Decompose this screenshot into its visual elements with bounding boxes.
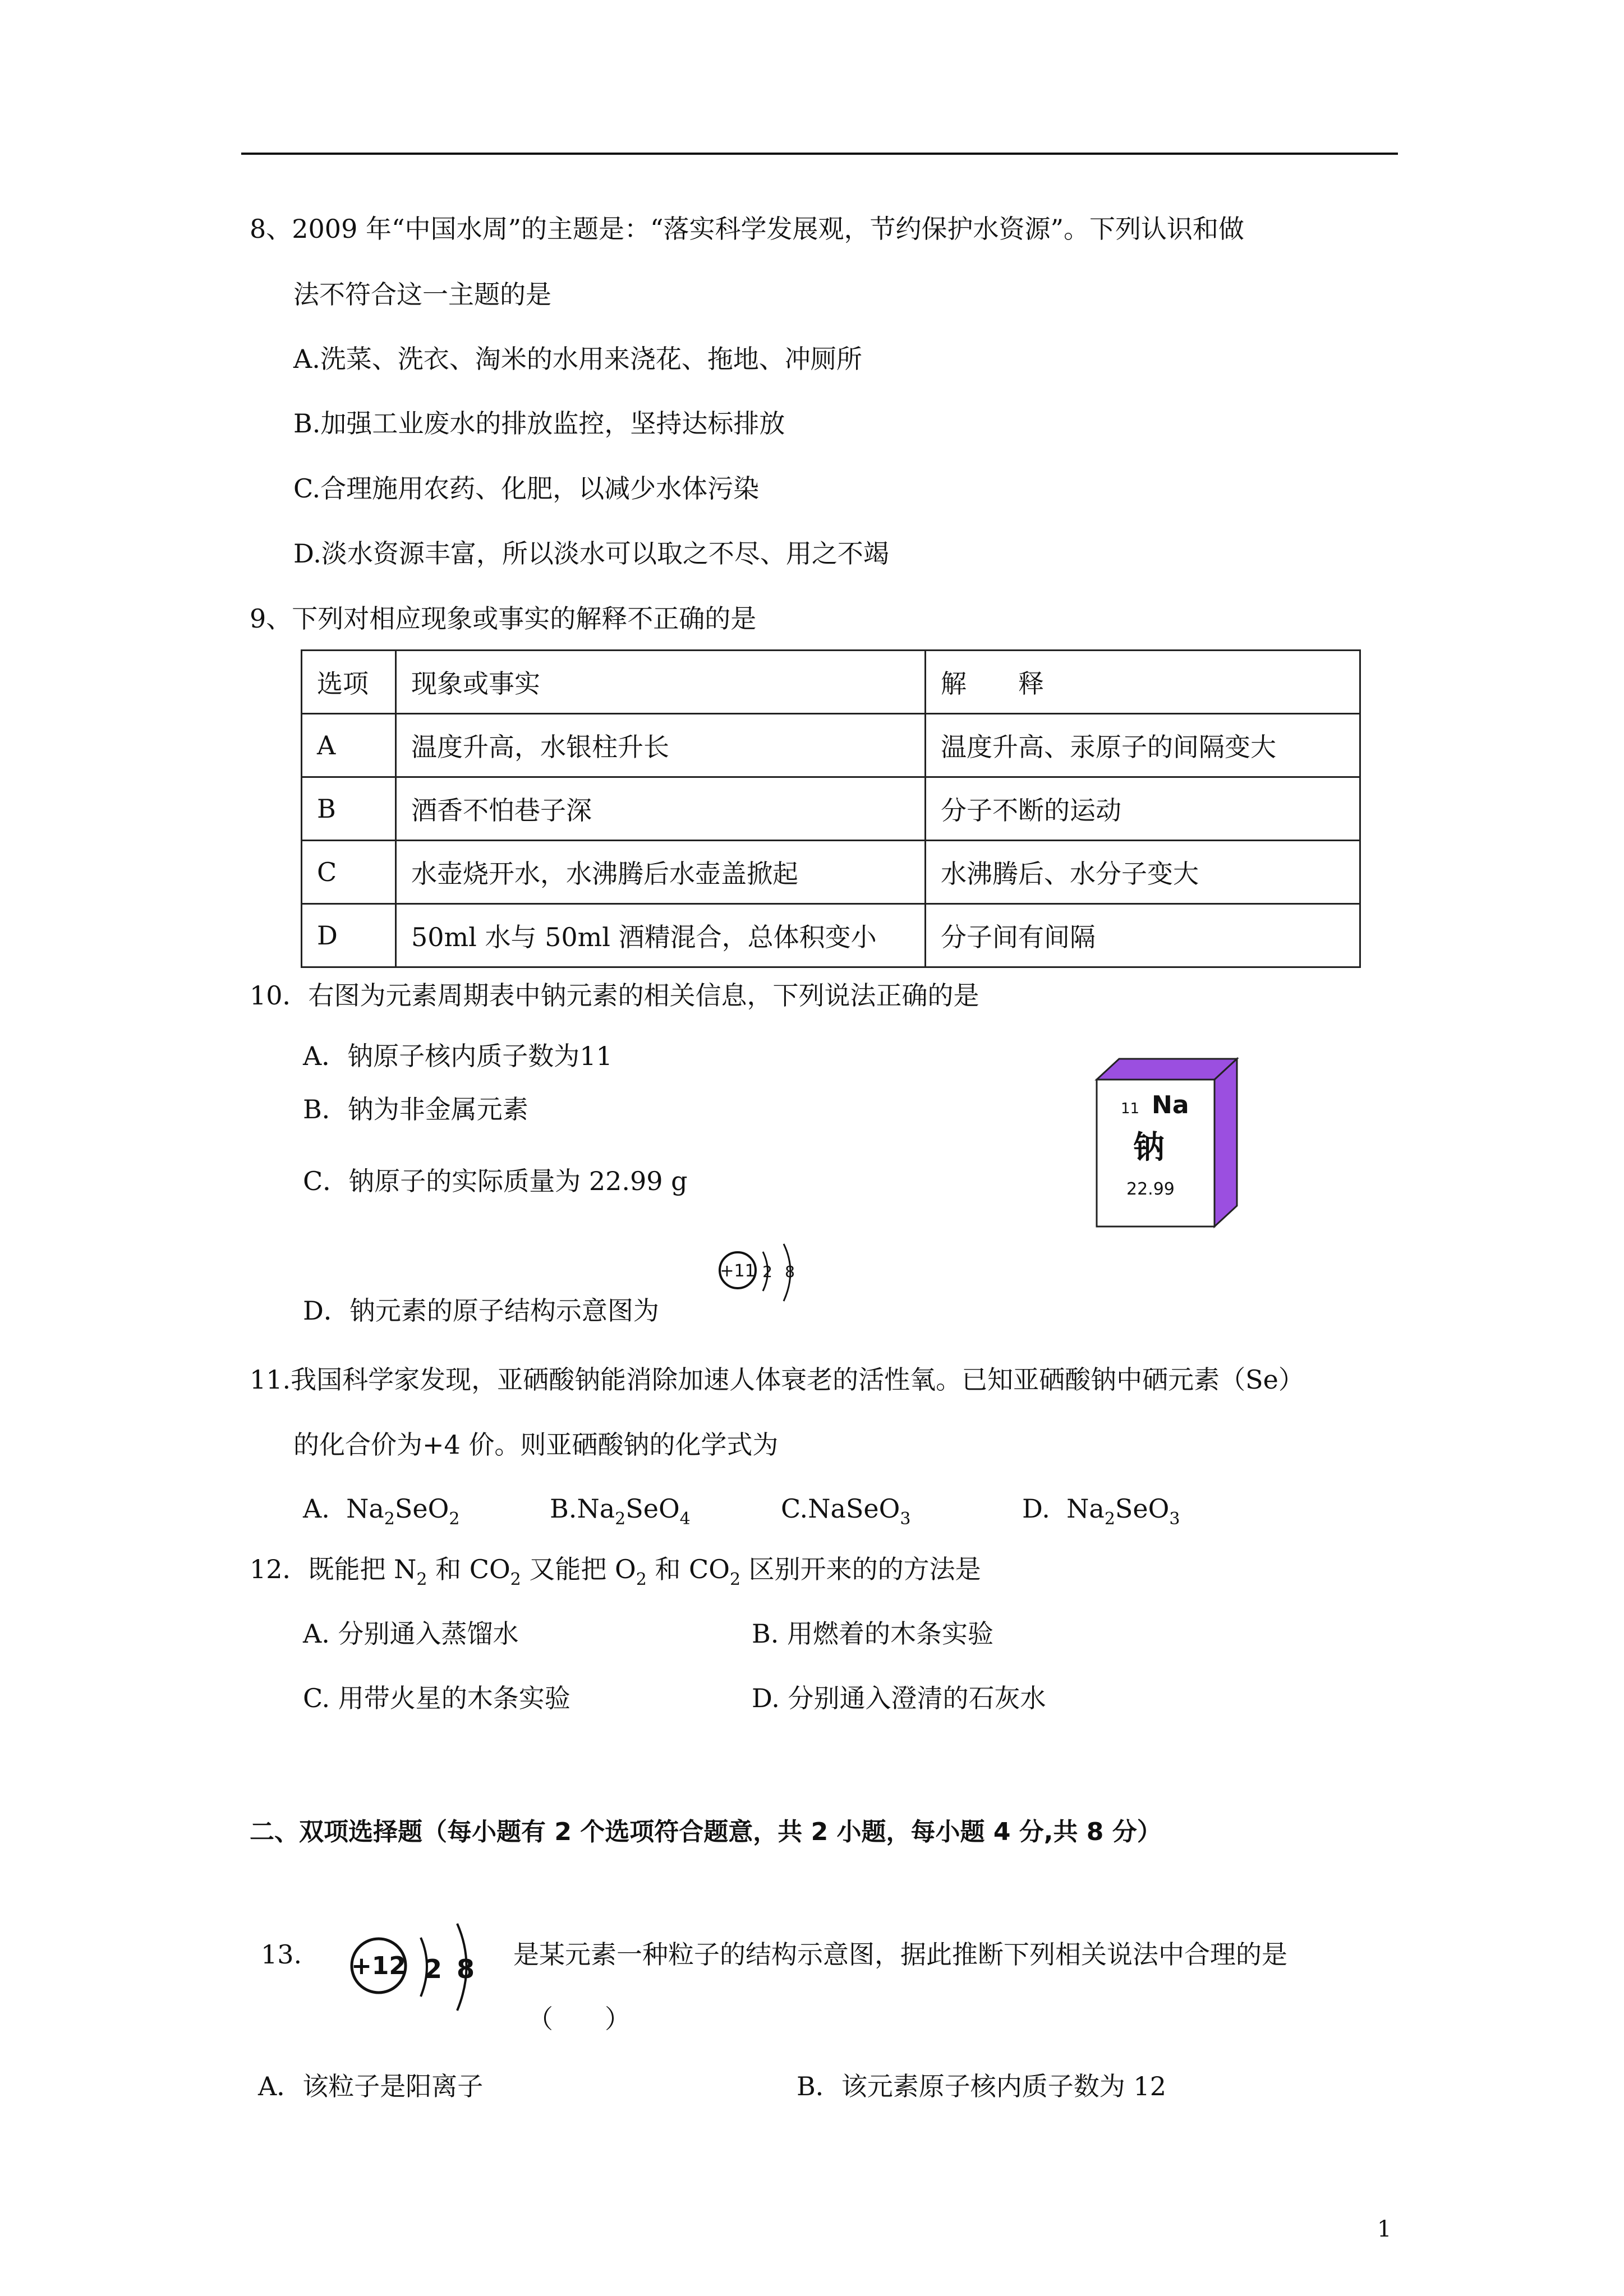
table-cell: D: [302, 904, 396, 967]
table-cell: 温度升高、汞原子的间隔变大: [926, 714, 1360, 777]
shell-electrons-1: 2: [762, 1262, 772, 1281]
q13-stem: 是某元素一种粒子的结构示意图，据此推断下列相关说法中合理的是: [513, 1939, 1287, 1970]
q12-option-b: B. 用燃着的木条实验: [752, 1619, 994, 1649]
formula-part: SeO: [394, 1493, 449, 1524]
table-cell: 分子间有间隔: [926, 904, 1360, 967]
table-header-cell: 解 释: [926, 651, 1360, 714]
page-number: 1: [1377, 2216, 1392, 2242]
q11-stem-line1: 11.我国科学家发现，亚硒酸钠能消除加速人体衰老的活性氧。已知亚硒酸钠中硒元素（Se）: [250, 1364, 1304, 1395]
stem-text: 又能把 O: [521, 1554, 636, 1584]
formula-part: NaSeO: [808, 1493, 900, 1524]
header-rule: [241, 153, 1398, 155]
formula-part: Na: [1066, 1493, 1105, 1524]
sodium-element-card: [1094, 1057, 1245, 1231]
table-header-cell: 现象或事实: [396, 651, 926, 714]
table-cell: 水壶烧开水，水沸腾后水壶盖掀起: [396, 841, 926, 904]
q10-option-d: D．钠元素的原子结构示意图为: [303, 1295, 659, 1326]
option-label: B.: [550, 1493, 577, 1524]
q13-answer-paren: （ ）: [527, 2004, 631, 2034]
table-header-row: [302, 651, 1360, 714]
sodium-atom-diagram: [710, 1239, 811, 1310]
q11-stem-line2: 的化合价为+4 价。则亚硒酸钠的化学式为: [293, 1430, 779, 1460]
option-label: A.: [303, 1493, 330, 1524]
formula-subscript: 4: [679, 1509, 691, 1529]
q12-option-d: D. 分别通入澄清的石灰水: [752, 1683, 1046, 1713]
formula-subscript: 2: [636, 1570, 647, 1589]
formula-subscript: 2: [449, 1509, 460, 1529]
formula-subscript: 2: [729, 1570, 741, 1589]
table-cell: 50ml 水与 50ml 酒精混合，总体积变小: [396, 904, 926, 967]
q8-option-c: C.合理施用农药、化肥，以减少水体污染: [293, 473, 760, 504]
table-row: [302, 777, 1360, 841]
nucleus-charge: +11: [720, 1261, 756, 1281]
q12-stem: [250, 1554, 981, 1589]
q9-table: [301, 649, 1361, 968]
q9-stem: 9、下列对相应现象或事实的解释不正确的是: [250, 603, 757, 634]
q10-option-a: A．钠原子核内质子数为11: [303, 1041, 613, 1071]
section-2-heading: 二、双项选择题（每小题有 2 个选项符合题意，共 2 小题，每小题 4 分,共 8 分）: [250, 1818, 1162, 1846]
element-symbol: Na: [1152, 1091, 1189, 1119]
shell-electrons-2: 8: [456, 1954, 475, 1984]
q11-option-a: [303, 1493, 460, 1529]
stem-text: 和 CO: [646, 1554, 730, 1584]
shell-electrons-1: 2: [424, 1954, 443, 1984]
q10-option-b: B．钠为非金属元素: [303, 1094, 528, 1124]
q13-option-b: B．该元素原子核内质子数为 12: [797, 2071, 1166, 2101]
shell-electrons-2: 8: [785, 1262, 795, 1281]
option-label: C.: [781, 1493, 808, 1524]
q13-number: 13.: [261, 1939, 302, 1970]
stem-text: 12．既能把 N: [250, 1554, 417, 1584]
table-cell: 温度升高，水银柱升长: [396, 714, 926, 777]
table-cell: 分子不断的运动: [926, 777, 1360, 841]
card-top-face: [1097, 1059, 1237, 1080]
formula-subscript: 2: [510, 1570, 521, 1589]
formula-part: Na: [346, 1493, 384, 1524]
table-cell: C: [302, 841, 396, 904]
q8-option-b: B.加强工业废水的排放监控，坚持达标排放: [293, 408, 785, 439]
atomic-mass: 22.99: [1126, 1179, 1175, 1199]
q12-option-a: A. 分别通入蒸馏水: [303, 1619, 519, 1649]
q8-option-a: A.洗菜、洗衣、淘米的水用来浇花、拖地、冲厕所: [293, 344, 862, 374]
q8-stem-line2: 法不符合这一主题的是: [293, 279, 551, 310]
table-row: [302, 841, 1360, 904]
table-cell: B: [302, 777, 396, 841]
q12-option-c: C. 用带火星的木条实验: [303, 1683, 571, 1713]
table-cell: 水沸腾后、水分子变大: [926, 841, 1360, 904]
table-cell: A: [302, 714, 396, 777]
option-label: D.: [1022, 1493, 1050, 1524]
formula-part: SeO: [625, 1493, 680, 1524]
formula-part: SeO: [1115, 1493, 1170, 1524]
formula-subscript: 2: [384, 1509, 395, 1529]
stem-text: 和 CO: [427, 1554, 510, 1584]
formula-subscript: 3: [1169, 1509, 1180, 1529]
table-row: [302, 904, 1360, 967]
table-row: [302, 714, 1360, 777]
formula-subscript: 2: [1104, 1509, 1115, 1529]
stem-text: 区别开来的的方法是: [740, 1554, 981, 1584]
card-side-face: [1214, 1059, 1237, 1227]
nucleus-charge: +12: [351, 1952, 407, 1980]
q10-stem: 10．右图为元素周期表中钠元素的相关信息，下列说法正确的是: [250, 980, 979, 1011]
element-name: 钠: [1133, 1129, 1165, 1166]
q10-option-c: C．钠原子的实际质量为 22.99 g: [303, 1166, 688, 1196]
q8-option-d: D.淡水资源丰富，所以淡水可以取之不尽、用之不竭: [293, 538, 889, 569]
q11-option-b: [550, 1493, 691, 1529]
q8-stem-line1: 8、2009 年“中国水周”的主题是：“落实科学发展观，节约保护水资源”。下列认识和做: [250, 214, 1245, 244]
formula-subscript: 2: [615, 1509, 626, 1529]
formula-subscript: 2: [416, 1570, 427, 1589]
q11-option-c: [781, 1493, 911, 1529]
atomic-number: 11: [1121, 1100, 1140, 1117]
q11-option-d: [1022, 1493, 1180, 1529]
formula-subscript: 3: [900, 1509, 911, 1529]
q13-option-a: A．该粒子是阳离子: [258, 2071, 484, 2101]
table-cell: 酒香不怕巷子深: [396, 777, 926, 841]
formula-part: Na: [577, 1493, 615, 1524]
table-header-cell: 选项: [302, 651, 396, 714]
particle-structure-diagram: [337, 1918, 488, 2016]
